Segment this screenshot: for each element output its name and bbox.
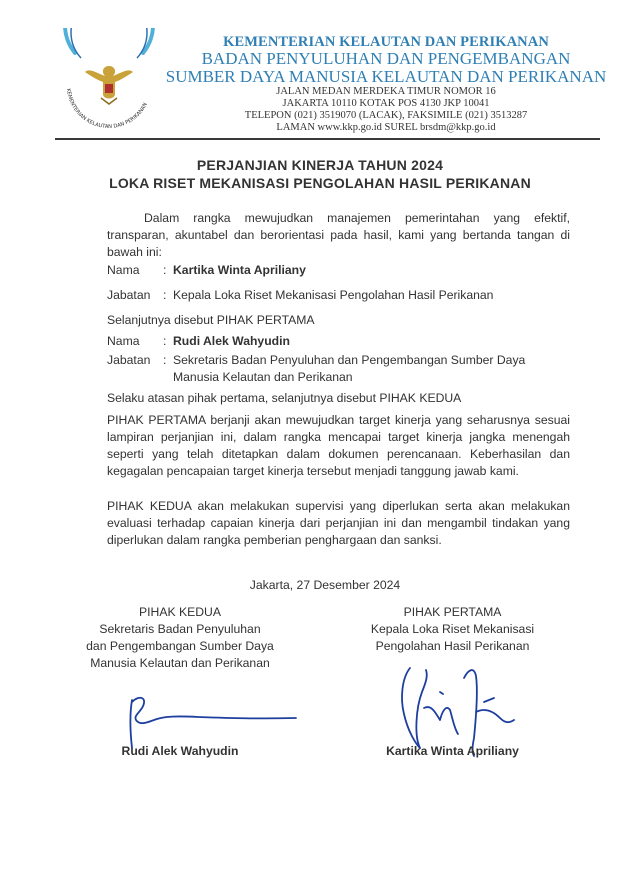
letterhead-ministry: KEMENTERIAN KELAUTAN DAN PERIKANAN bbox=[223, 34, 549, 50]
letterhead-address-line: TELEPON (021) 3519070 (LACAK), FAKSIMILE (021) 3513287 bbox=[244, 110, 528, 121]
handwritten-signature-left bbox=[118, 690, 303, 750]
ministry-logo bbox=[55, 28, 163, 136]
party2-name: Rudi Alek Wahyudin bbox=[173, 334, 290, 348]
letterhead-agency-line1: BADAN PENYULUHAN DAN PENGEMBANGAN bbox=[201, 49, 571, 68]
party1-designation: Selanjutnya disebut PIHAK PERTAMA bbox=[107, 313, 315, 327]
party2-position-line2: Manusia Kelautan dan Perikanan bbox=[173, 370, 353, 384]
signature-role-line: Sekretaris Badan Penyuluhan bbox=[99, 622, 261, 636]
letterhead-address-line: LAMAN www.kkp.go.id SUREL brsdm@kkp.go.id bbox=[276, 122, 496, 133]
party1-position: Kepala Loka Riset Mekanisasi Pengolahan Hasil Perikanan bbox=[173, 288, 494, 302]
second-party-paragraph: PIHAK KEDUA akan melakukan supervisi yang diperlukan serta akan melakukan evaluasi terhadap capaian kinerja dari perjanjian ini dan mengambil tindakan yang diperlukan dalam rangka pemberian penghargaan dan sanksi. bbox=[107, 499, 570, 547]
letterhead-divider bbox=[55, 138, 600, 140]
document-title: PERJANJIAN KINERJA TAHUN 2024 bbox=[196, 157, 444, 173]
signatory-name-left: Rudi Alek Wahyudin bbox=[121, 744, 239, 758]
letterhead-address-line: JALAN MEDAN MERDEKA TIMUR NOMOR 16 bbox=[276, 86, 496, 97]
logo-ring-text: KEMENTERIAN KELAUTAN DAN PERIKANAN bbox=[65, 88, 149, 131]
signature-role-line: dan Pengembangan Sumber Daya bbox=[86, 639, 274, 653]
letterhead-address-line: JAKARTA 10110 KOTAK POS 4130 JKP 10041 bbox=[282, 98, 490, 109]
party2-position-line1: Sekretaris Badan Penyuluhan dan Pengembangan Sumber Daya bbox=[173, 353, 526, 367]
signatory-name-right: Kartika Winta Apriliany bbox=[386, 744, 519, 758]
intro-paragraph: Dalam rangka mewujudkan manajemen pemerintahan yang efektif, transparan, akuntabel dan berorientasi pada hasil, kami yang bertanda tangan di bawah ini: bbox=[107, 211, 570, 259]
colon: : bbox=[163, 263, 167, 277]
document-subtitle: LOKA RISET MEKANISASI PENGOLAHAN HASIL PERIKANAN bbox=[109, 175, 531, 191]
signature-role-line: Pengolahan Hasil Perikanan bbox=[375, 639, 530, 653]
party2-name-label: Nama bbox=[107, 334, 140, 348]
signature-role-line: Manusia Kelautan dan Perikanan bbox=[90, 656, 270, 670]
place-date: Jakarta, 27 Desember 2024 bbox=[249, 578, 401, 592]
signature-role-line: Kepala Loka Riset Mekanisasi bbox=[370, 622, 535, 636]
signature-heading: PIHAK PERTAMA bbox=[403, 605, 502, 619]
colon: : bbox=[163, 334, 167, 348]
party1-name-label: Nama bbox=[107, 263, 140, 277]
signature-block-left bbox=[70, 604, 290, 672]
signature-heading: PIHAK KEDUA bbox=[139, 605, 221, 619]
party1-position-label: Jabatan bbox=[107, 288, 151, 302]
party2-designation: Selaku atasan pihak pertama, selanjutnya disebut PIHAK KEDUA bbox=[107, 391, 462, 405]
party1-name: Kartika Winta Apriliany bbox=[173, 263, 306, 277]
garuda-emblem-icon bbox=[85, 66, 133, 104]
colon: : bbox=[163, 288, 167, 302]
letterhead-agency-line2: SUMBER DAYA MANUSIA KELAUTAN DAN PERIKANAN bbox=[165, 67, 607, 86]
colon: : bbox=[163, 353, 167, 367]
party2-position-label: Jabatan bbox=[107, 353, 151, 367]
first-party-paragraph: PIHAK PERTAMA berjanji akan mewujudkan target kinerja yang seharusnya sesuai lampiran perjanjian ini, dalam rangka mencapai target kinerja jangka menengah seperti yang telah ditetapkan dalam dokumen perencanaan. Keberhasilan dan kegagalan pencapaian target kinerja tersebut menjadi tanggung jawab kami. bbox=[107, 413, 570, 478]
